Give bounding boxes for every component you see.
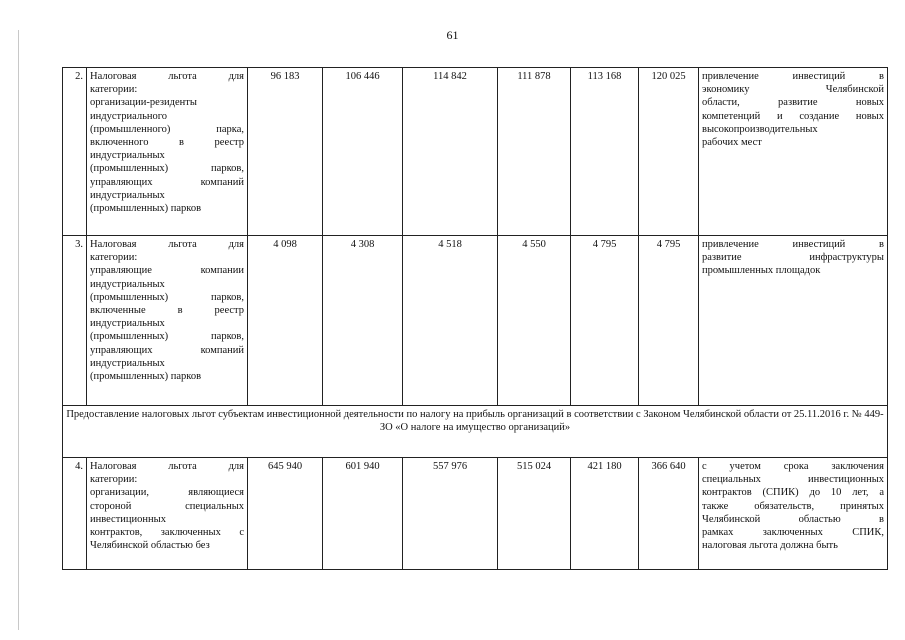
- text-line: организации-резиденты: [90, 97, 197, 109]
- text-line: включенного в реестр: [90, 137, 244, 149]
- text-line: индустриальных: [90, 150, 165, 162]
- section-title: Предоставление налоговых льгот субъектам инвестиционной деятельности по налогу на прибыль организаций в соответствии с Законом Челябинской области от 25.11.2016 г. № 449-ЗО «О налоге на имущество организаций»: [63, 406, 888, 458]
- text-line: (промышленных) парков: [90, 371, 202, 383]
- row-number: 3.: [63, 236, 87, 406]
- value-cell: 120 025: [639, 68, 699, 236]
- value-cell: 114 842: [403, 68, 498, 236]
- value-cell: 4 795: [571, 236, 639, 406]
- value-cell: 601 940: [323, 458, 403, 570]
- value-cell: 645 940: [248, 458, 323, 570]
- text-line: индустриальных: [90, 278, 165, 290]
- text-line: управляющих компаний: [90, 344, 244, 356]
- text-line: управляющих компаний: [90, 176, 244, 188]
- text-line: категории:: [90, 84, 138, 96]
- table-row: [63, 236, 888, 406]
- text-line: инвестиционных: [90, 513, 166, 525]
- text-line: категории:: [90, 252, 138, 264]
- purpose-note: [699, 236, 888, 406]
- text-line: (промышленных) парков,: [90, 331, 244, 343]
- value-cell: 4 518: [403, 236, 498, 406]
- value-cell: 113 168: [571, 68, 639, 236]
- table-row: [63, 68, 888, 236]
- text-line: привлечение инвестиций в: [702, 71, 884, 82]
- text-line: экономику Челябинской: [702, 84, 884, 96]
- text-line: области, развитие новых: [702, 97, 884, 109]
- purpose-note: [699, 68, 888, 236]
- text-line: Налоговая льгота для: [90, 461, 244, 472]
- value-cell: 4 795: [639, 236, 699, 406]
- text-line: индустриальных: [90, 357, 165, 369]
- text-line: стороной специальных: [90, 500, 244, 512]
- page-number: 61: [446, 28, 459, 42]
- text-line: привлечение инвестиций в: [702, 239, 884, 250]
- benefit-name: [87, 236, 248, 406]
- value-cell: 4 098: [248, 236, 323, 406]
- value-cell: 366 640: [639, 458, 699, 570]
- text-line: рамках заключенных СПИК,: [702, 527, 884, 539]
- text-line: индустриальных: [90, 189, 165, 201]
- value-cell: 515 024: [498, 458, 571, 570]
- text-line: организации, являющиеся: [90, 487, 244, 499]
- text-line: рабочих мест: [702, 137, 762, 149]
- text-line: контрактов (СПИК) до 10 лет, а: [702, 487, 884, 499]
- page-margin-rule: [18, 30, 19, 630]
- text-line: развитие инфраструктуры: [702, 252, 884, 264]
- text-line: (промышленного) парка,: [90, 123, 244, 135]
- text-line: (промышленных) парков: [90, 203, 202, 215]
- text-line: компетенций и создание новых: [702, 110, 884, 122]
- text-line: включенные в реестр: [90, 305, 244, 317]
- row-number: 2.: [63, 68, 87, 236]
- text-line: промышленных площадок: [702, 265, 821, 277]
- benefit-name: [87, 458, 248, 570]
- text-line: налоговая льгота должна быть: [702, 540, 838, 552]
- text-line: Челябинской областью в: [702, 513, 884, 525]
- value-cell: 4 308: [323, 236, 403, 406]
- benefit-name: [87, 68, 248, 236]
- tax-benefits-table: [62, 67, 888, 570]
- text-line: специальных инвестиционных: [702, 474, 884, 486]
- value-cell: 96 183: [248, 68, 323, 236]
- text-line: высокопроизводительных: [702, 123, 818, 135]
- text-line: индустриального: [90, 110, 168, 122]
- text-line: также обязательств, принятых: [702, 500, 884, 512]
- text-line: Налоговая льгота для: [90, 71, 244, 82]
- value-cell: 106 446: [323, 68, 403, 236]
- text-line: Челябинской областью без: [90, 540, 210, 552]
- text-line: категории:: [90, 474, 138, 486]
- value-cell: 557 976: [403, 458, 498, 570]
- text-line: с учетом срока заключения: [702, 461, 884, 472]
- text-line: контрактов, заключенных с: [90, 527, 244, 539]
- purpose-note: [699, 458, 888, 570]
- text-line: (промышленных) парков,: [90, 291, 244, 303]
- text-line: Налоговая льгота для: [90, 239, 244, 250]
- value-cell: 111 878: [498, 68, 571, 236]
- text-line: управляющие компании: [90, 265, 244, 277]
- value-cell: 4 550: [498, 236, 571, 406]
- table-row: [63, 458, 888, 570]
- value-cell: 421 180: [571, 458, 639, 570]
- section-header-row: [63, 406, 888, 458]
- text-line: (промышленных) парков,: [90, 163, 244, 175]
- row-number: 4.: [63, 458, 87, 570]
- text-line: индустриальных: [90, 318, 165, 330]
